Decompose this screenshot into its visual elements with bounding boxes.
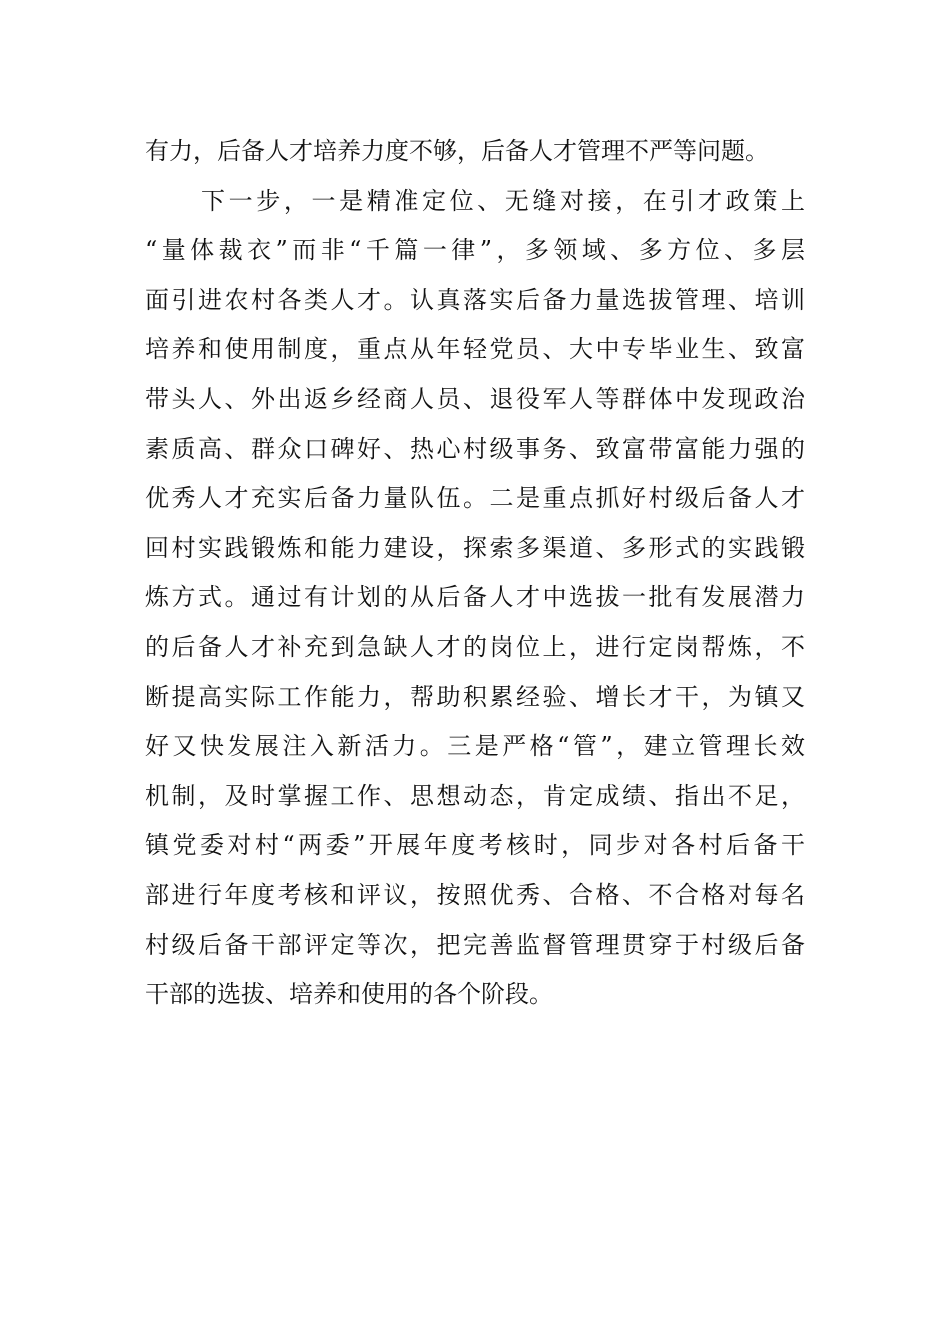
text-line: 部进行年度考核和评议，按照优秀、合格、不合格对每名 xyxy=(145,880,805,909)
text-line: 炼方式。通过有计划的从后备人才中选拔一批有发展潜力 xyxy=(145,583,805,612)
text-line: 镇党委对村“两委”开展年度考核时，同步对各村后备干 xyxy=(145,831,805,860)
paragraph xyxy=(145,177,805,1020)
text-line: 回村实践锻炼和能力建设，探索多渠道、多形式的实践锻 xyxy=(145,533,805,562)
text-line: 机制，及时掌握工作、思想动态，肯定成绩、指出不足， xyxy=(145,781,805,810)
text-line: “量体裁衣”而非“千篇一律”，多领域、多方位、多层 xyxy=(145,236,805,265)
text-line: 带头人、外出返乡经商人员、退役军人等群体中发现政治 xyxy=(145,384,805,413)
text-line: 干部的选拔、培养和使用的各个阶段。 xyxy=(145,980,553,1009)
text-line: 面引进农村各类人才。认真落实后备力量选拔管理、培训 xyxy=(145,285,805,314)
text-line: 有力，后备人才培养力度不够，后备人才管理不严等问题。 xyxy=(145,137,769,165)
text-line: 下一步，一是精准定位、无缝对接，在引才政策上 xyxy=(201,186,805,215)
text-line: 好又快发展注入新活力。三是严格“管”，建立管理长效 xyxy=(145,732,805,761)
text-line: 村级后备干部评定等次，把完善监督管理贯穿于村级后备 xyxy=(145,930,805,959)
text-line: 素质高、群众口碑好、热心村级事务、致富带富能力强的 xyxy=(145,434,805,463)
text-line: 的后备人才补充到急缺人才的岗位上，进行定岗帮炼，不 xyxy=(145,632,805,661)
text-line: 优秀人才充实后备力量队伍。二是重点抓好村级后备人才 xyxy=(145,484,805,513)
document-page xyxy=(145,127,805,1020)
text-line: 断提高实际工作能力，帮助积累经验、增长才干，为镇又 xyxy=(145,682,805,711)
text-line: 培养和使用制度，重点从年轻党员、大中专毕业生、致富 xyxy=(145,335,805,364)
